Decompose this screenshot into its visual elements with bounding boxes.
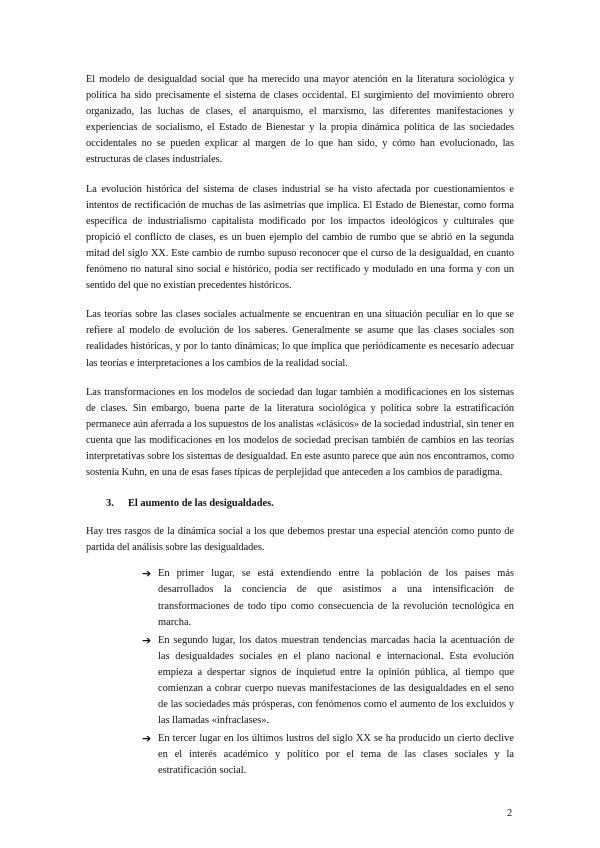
section-intro: Hay tres rasgos de la dinámica social a los que debemos prestar una especial atención como punto de partida del análisis sobre las desigualdades. <box>86 526 514 554</box>
arrow-icon: ➔ <box>142 633 152 647</box>
section-title: El aumento de las desigualdades. <box>128 498 274 510</box>
paragraph-1: El modelo de desigualdad social que ha merecido una mayor atención en la literatura sociológica y política ha sido precisamente el sistema de clases occidental. El surgimiento del movimiento obrero organizado, las luchas de clases, el anarquismo, el marxismo, las diferentes manifestaciones y experiencias de socialismo, el Estado de Bienestar y la propia dinámica política de las sociedades occidentales no se pueden explicar al margen de lo que han sido, y cómo han evolucionado, las estructuras de clases industriales. <box>86 74 514 166</box>
bullet-item-3 <box>142 731 514 779</box>
bullet-list <box>86 566 514 779</box>
bullet-item-1 <box>142 566 514 630</box>
bullet-item-2 <box>142 633 514 730</box>
paragraph-2: La evolución histórica del sistema de clases industrial se ha visto afectada por cuestionamientos e intentos de rectificación de muchas de las asimetrías que implica. El Estado de Bienestar, como forma específica de industrialismo capitalista modificado por los impactos ideológicos y culturales que propició el conflicto de clases, es un buen ejemplo del cambio de rumbo que se abrió en la segunda mitad del siglo XX. Este cambio de rumbo supuso reconocer que el curso de la desigualdad, en cuanto fenómeno no natural sino social e histórico, podía ser rectificado y modulado en una forma y con un sentido del que no existían precedentes históricos. <box>86 183 514 292</box>
bullet-text: En tercer lugar en los últimos lustros del siglo XX se ha producido un cierto declive en el interés académico y político por el tema de las clases sociales y la estratificación social. <box>158 733 514 777</box>
bullet-text: En primer lugar, se está extendiendo entre la población de los países más desarrollados la conciencia de que asistimos a una intensificación de transformaciones de todo tipo como consecuencia de la revolución tecnológica en marcha. <box>158 568 514 628</box>
bullet-text: En segundo lugar, los datos muestran tendencias marcadas hacia la acentuación de las desigualdades sociales en el plano nacional e internacional. Esta evolución empieza a despertar signos de inquietud entre la opinión pública, al tiempo que comienzan a cobrar cuerpo nuevas manifestaciones de las desigualdades en el seno de las sociedades más prósperas, con fenómenos como el aumento de los excluidos y las llamadas «infraclases». <box>158 634 514 727</box>
section-number: 3. <box>106 498 114 510</box>
page-number: 2 <box>507 808 513 819</box>
paragraph-3: Las teorías sobre las clases sociales actualmente se encuentran en una situación peculiar en lo que se refiere al modelo de evolución de los saberes. Generalmente se asume que las clases sociales son realidades históricas, y por lo tanto dinámicas; lo que implica que periódicamente es necesario adecuar las teorías e interpretaciones a los cambios de la realidad social. <box>86 309 514 369</box>
document-page <box>86 72 514 782</box>
section-heading <box>86 496 514 512</box>
arrow-icon: ➔ <box>142 732 152 746</box>
paragraph-4: Las transformaciones en los modelos de sociedad dan lugar también a modificaciones en los sistemas de clases. Sin embargo, buena parte de la literatura sociológica y política sobre la estratificación permanece aún aferrada a los supuestos de los analistas «clásicos» de la sociedad industrial, sin tener en cuenta que las modificaciones en los modelos de sociedad precisan también de cambios en las teorías interpretativas sobre los sistemas de desigualdad. En este asunto parece que aún nos encontramos, como sostenía Kuhn, en una de esas fases típicas de perplejidad que anteceden a los cambios de paradigma. <box>86 386 514 479</box>
arrow-icon: ➔ <box>142 567 152 581</box>
